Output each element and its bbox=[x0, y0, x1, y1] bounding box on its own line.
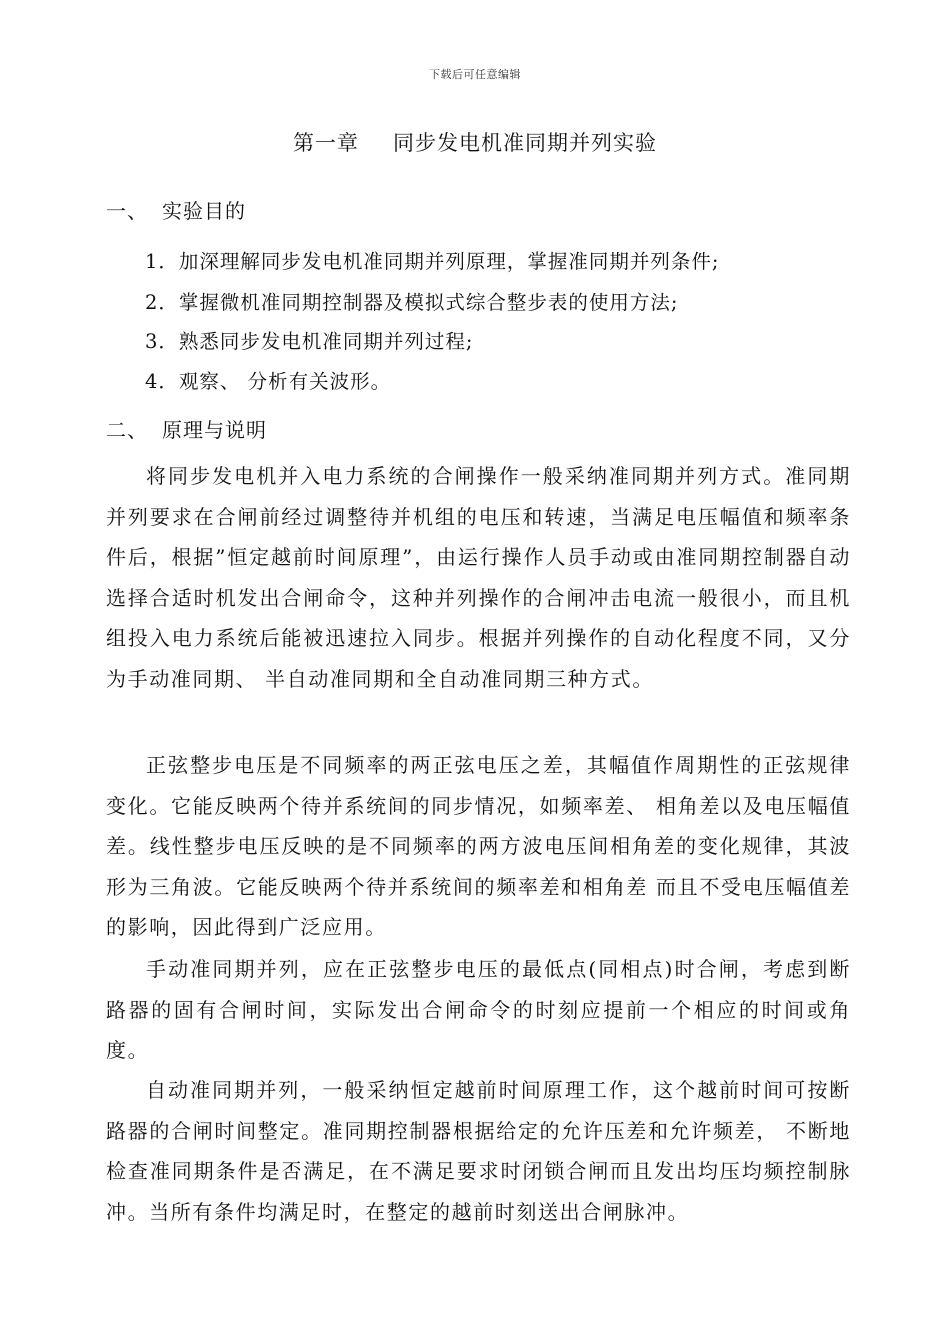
header-note: 下载后可任意编辑 bbox=[429, 68, 521, 81]
chapter-number: 第一章 bbox=[293, 131, 359, 155]
body-paragraph: 将同步发电机并入电力系统的合闸操作一般采纳准同期并列方式。准同期并列要求在合闸前经过调整待并机组的电压和转速，当满足电压幅值和频率条件后，根据”恒定越前时间原理”，由运行操作人员手动或由准同期控制器自动选择合适时机发出合闸命令，这种并列操作的合闸冲击电流一般很小，而且机组投入电力系统后能被迅速拉入同步。根据并列操作的自动化程度不同，又分为手动准同期、 半自动准同期和全自动准同期三种方式。 bbox=[106, 464, 851, 691]
section-title: 实验目的 bbox=[162, 199, 246, 223]
objective-item: 3．熟悉同步发电机准同期并列过程; bbox=[145, 330, 474, 353]
section-number: 二、 bbox=[106, 418, 148, 442]
body-paragraph: 手动准同期并列，应在正弦整步电压的最低点(同相点)时合闸，考虑到断路器的固有合闸时间，实际发出合闸命令的时刻应提前一个相应的时间或角度。 bbox=[106, 957, 851, 1062]
section-heading-principles bbox=[106, 414, 267, 443]
objective-item: 1．加深理解同步发电机准同期并列原理，掌握准同期并列条件; bbox=[145, 250, 720, 273]
chapter-name: 同步发电机准同期并列实验 bbox=[393, 131, 657, 155]
section-heading-objectives bbox=[106, 195, 246, 224]
body-paragraph: 自动准同期并列，一般采纳恒定越前时间原理工作，这个越前时间可按断路器的合闸时间整定。准同期控制器根据给定的允许压差和允许频差， 不断地检查准同期条件是否满足，在不满足要求时闭锁合闸而且发出均压均频控制脉冲。当所有条件均满足时，在整定的越前时刻送出合闸脉冲。 bbox=[106, 1078, 851, 1224]
section-title: 原理与说明 bbox=[162, 418, 267, 442]
objective-item: 4．观察、 分析有关波形。 bbox=[145, 370, 392, 393]
section-number: 一、 bbox=[106, 199, 148, 223]
chapter-title bbox=[0, 127, 950, 157]
objective-item: 2．掌握微机准同期控制器及模拟式综合整步表的使用方法; bbox=[145, 291, 679, 314]
body-paragraph: 正弦整步电压是不同频率的两正弦电压之差，其幅值作周期性的正弦规律变化。它能反映两个待并系统间的同步情况，如频率差、 相角差以及电压幅值差。线性整步电压反映的是不同频率的两方波电压间相角差的变化规律，其波形为三角波。它能反映两个待并系统间的频率差和相角差 而且不受电压幅值差的影响，因此得到广泛应用。 bbox=[106, 753, 851, 939]
